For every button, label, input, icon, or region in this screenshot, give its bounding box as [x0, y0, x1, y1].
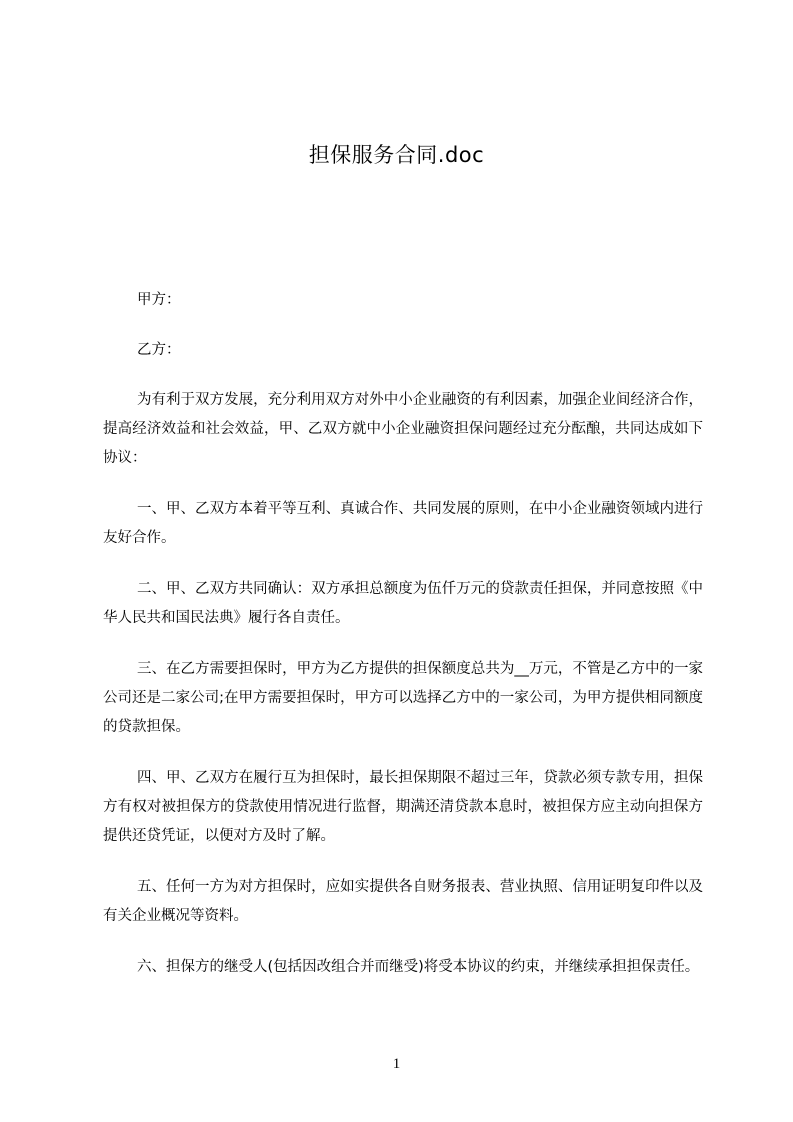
document-body	[103, 286, 703, 1004]
preamble-paragraph: 为有利于双方发展，充分利用双方对外中小企业融资的有利因素，加强企业间经济合作，提高经济效益和社会效益，甲、乙双方就中小企业融资担保问题经过充分酝酿，共同达成如下协议：	[103, 392, 703, 466]
party-a-label: 甲方：	[137, 292, 181, 308]
page-number: 1	[392, 1056, 401, 1072]
clause-6-paragraph: 六、担保方的继受人(包括因改组合并而继受)将受本协议的约束，并继续承担担保责任。	[137, 959, 700, 975]
clause-5-paragraph: 五、任何一方为对方担保时，应如实提供各自财务报表、营业执照、信用证明复印件以及有关企业概况等资料。	[103, 879, 703, 924]
document-title: 担保服务合同.doc	[308, 143, 485, 167]
clause-4-paragraph: 四、甲、乙双方在履行互为担保时，最长担保期限不超过三年，贷款必须专款专用，担保方有权对被担保方的贷款使用情况进行监督，期满还清贷款本息时，被担保方应主动向担保方提供还贷凭证，以便对方及时了解。	[103, 770, 703, 844]
party-b-label: 乙方：	[137, 342, 181, 358]
clause-3-paragraph: 三、在乙方需要担保时，甲方为乙方提供的担保额度总共为__万元，不管是乙方中的一家公司还是二家公司;在甲方需要担保时，甲方可以选择乙方中的一家公司，为甲方提供相同额度的贷款担保。	[103, 661, 703, 735]
clause-1-paragraph: 一、甲、乙双方本着平等互利、真诚合作、共同发展的原则，在中小企业融资领域内进行友好合作。	[103, 501, 703, 546]
clause-2-paragraph: 二、甲、乙双方共同确认：双方承担总额度为伍仟万元的贷款责任担保，并同意按照《中华人民共和国民法典》履行各自责任。	[103, 581, 703, 626]
